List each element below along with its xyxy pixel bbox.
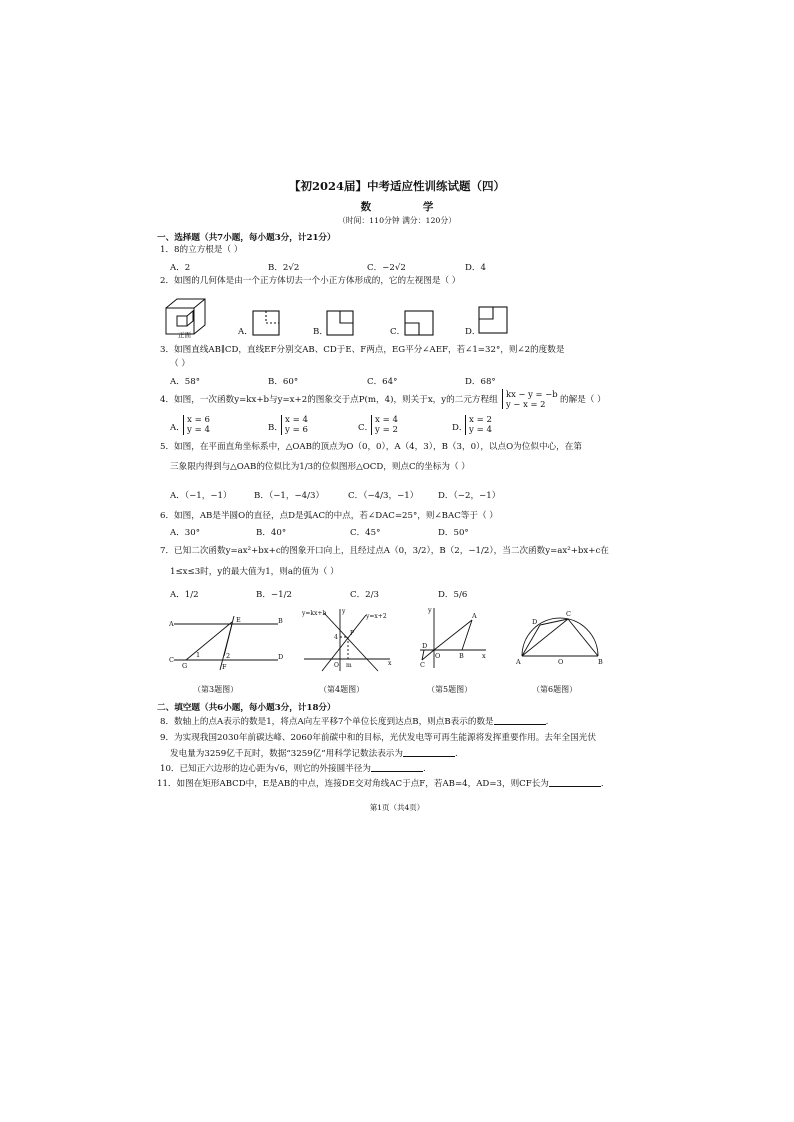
- q3-option-a: A．58°: [170, 377, 201, 387]
- f4-label-o: O: [334, 662, 339, 669]
- question-5-stem-cont: 三象限内得到与△OAB的位似比为1/3的位似图形△OCD，则点C的坐标为（ ）: [170, 462, 470, 472]
- q4-b-line2: y = 6: [285, 425, 308, 435]
- q8-answer-blank[interactable]: [494, 716, 546, 725]
- q2-option-c: C．: [390, 327, 406, 337]
- question-3-stem-cont: （ ）: [170, 359, 190, 369]
- q4-option-b: [281, 415, 308, 435]
- figure-q6: [514, 608, 606, 666]
- q9-end: .: [455, 749, 458, 759]
- q6-option-d: D．50°: [438, 528, 469, 538]
- f3-label-e: E: [236, 616, 241, 624]
- q4-option-a-letter: A．: [170, 423, 185, 433]
- q11-answer-blank[interactable]: [549, 778, 601, 787]
- q9-text: 发电量为3259亿千瓦时，数据“3259亿”用科学记数法表示为: [170, 749, 403, 759]
- q9-answer-blank[interactable]: [403, 748, 455, 757]
- f3-label-f: F: [222, 663, 227, 671]
- q4-option-c: [371, 415, 398, 435]
- q4-a-line1: x = 6: [187, 415, 210, 425]
- q6-option-c: C．45°: [350, 528, 381, 538]
- q11-text: 11．如图在矩形ABCD中，E是AB的中点，连接DE交对角线AC于点F，若AB=4，AD=3，则CF长为: [157, 779, 549, 789]
- q1-option-a: A．2: [170, 263, 191, 273]
- q5-option-c: C．（−4/3，−1）: [348, 491, 419, 501]
- q4-a-line2: y = 4: [187, 425, 210, 435]
- f5-label-x: x: [482, 652, 486, 660]
- f3-label-c: C: [169, 656, 174, 664]
- question-11: [157, 778, 604, 790]
- f5-label-b: B: [459, 652, 464, 660]
- question-10: [160, 763, 426, 775]
- q2-option-a: A．: [238, 327, 253, 337]
- subject-title: 数 学: [360, 201, 458, 213]
- q7-option-c: C．2/3: [350, 590, 379, 600]
- section-heading-fill: 二、填空题（共6小题，每小题3分，计18分）: [157, 703, 336, 713]
- figure-q3: [168, 612, 284, 672]
- q5-option-b: B．（−1，−4/3）: [254, 491, 325, 501]
- q2-option-d: D．: [465, 327, 481, 337]
- f4-label-x: x: [388, 660, 392, 667]
- exam-meta: （时间：110分钟 满分：120分）: [337, 216, 456, 225]
- f4-label-y: y: [342, 608, 346, 615]
- question-2-stem: 2．如图的几何体是由一个正方体切去一个小正方体形成的，它的左视图是（ ）: [160, 276, 461, 286]
- q4-c-line2: y = 2: [375, 425, 398, 435]
- q2-option-b: B．: [313, 327, 328, 337]
- question-4-stem-end: 的解是（ ）: [560, 395, 606, 405]
- q4-equation-2: y − x = 2: [506, 399, 546, 409]
- question-9-line1: 9．为实现我国2030年前碳达峰、2060年前碳中和的目标，光伏发电等可再生能源将发挥重要作用。去年全国光伏: [160, 733, 596, 743]
- f4-label-4: 4: [334, 634, 338, 641]
- f3-label-g: G: [182, 662, 188, 670]
- f4-label-p: P: [350, 630, 355, 637]
- q6-option-b: B．40°: [256, 528, 287, 538]
- caption-fig-4: （第4题图）: [319, 685, 365, 694]
- q8-text: 8．数轴上的点A表示的数是1，将点A向左平移7个单位长度到达点B，则点B表示的数是: [160, 717, 494, 727]
- question-3-stem: 3．如图直线AB∥CD，直线EF分别交AB、CD于E、F两点，EG平分∠AEF，若∠1=32°，则∠2的度数是: [160, 345, 565, 355]
- q4-equation-system: [502, 389, 558, 409]
- q2-option-a-figure: [252, 310, 280, 336]
- question-7-stem-cont: 1≤x≤3时，y的最大值为1，则a的值为（ ）: [170, 567, 339, 577]
- caption-fig-6: （第6题图）: [532, 685, 578, 694]
- q11-end: .: [600, 779, 604, 789]
- question-1-stem: 1．8的立方根是（ ）: [160, 245, 243, 255]
- question-6-stem: 6．如图，AB是半圆O的直径，点D是弧AC的中点，若∠DAC=25°，则∠BAC等于（ ）: [160, 511, 498, 521]
- f6-label-c: C: [566, 610, 571, 618]
- f3-label-d: D: [278, 653, 284, 661]
- figure-q4: [300, 607, 396, 673]
- f5-label-y: y: [428, 606, 432, 614]
- q7-option-b: B．−1/2: [256, 590, 292, 600]
- q4-option-d: [465, 415, 492, 435]
- caption-fig-3: （第3题图）: [193, 685, 239, 694]
- q4-equation-1: kx − y = −b: [506, 389, 558, 399]
- q7-option-d: D．5/6: [438, 590, 468, 600]
- question-9-line2: [170, 748, 458, 760]
- q4-b-line1: x = 4: [285, 415, 308, 425]
- q1-option-d: D．4: [465, 263, 486, 273]
- question-4-stem: 4．如图，一次函数y=kx+b与y=x+2的图象交于点P(m，4)，则关于x，y的二元方程组: [160, 395, 498, 405]
- q3-option-c: C．64°: [367, 377, 398, 387]
- q3-option-d: D．68°: [465, 377, 496, 387]
- q2-option-b-figure: [326, 310, 354, 336]
- q2-option-c-figure: [404, 310, 434, 336]
- q6-option-a: A．30°: [170, 528, 201, 538]
- question-5-stem: 5．如图，在平面直角坐标系中，△OAB的顶点为O（0，0），A（4，3），B（3，0），以点O为位似中心，在第: [160, 442, 582, 452]
- q4-option-d-letter: D．: [452, 423, 468, 433]
- f5-label-a: A: [472, 612, 477, 620]
- f6-label-o: O: [558, 658, 564, 666]
- f4-label-m: m: [346, 662, 352, 669]
- f6-label-d: D: [532, 618, 538, 626]
- q7-option-a: A．1/2: [170, 590, 199, 600]
- q4-d-line2: y = 4: [469, 425, 492, 435]
- exam-title: 【初2024届】中考适应性训练试题（四）: [288, 179, 505, 193]
- f4-label-kxb: y=kx+b: [302, 610, 327, 617]
- f5-label-c: C: [420, 661, 425, 669]
- f3-label-b: B: [278, 617, 283, 625]
- f6-label-b: B: [598, 658, 603, 666]
- f5-label-o: O: [435, 652, 441, 660]
- f5-label-d: D: [422, 642, 428, 650]
- page-footer: 第1页（共4页）: [369, 803, 425, 812]
- section-heading-choice: 一、选择题（共7小题，每小题3分，计21分）: [157, 233, 336, 243]
- q10-answer-blank[interactable]: [371, 763, 423, 772]
- figure-q5: [416, 604, 492, 670]
- q4-option-c-letter: C．: [358, 423, 374, 433]
- f3-label-a: A: [169, 620, 174, 628]
- question-7-stem: 7．已知二次函数y=ax²+bx+c的图象开口向上，且经过点A（0，3/2），B（2，−1/2），当二次函数y=ax²+bx+c在: [160, 546, 609, 556]
- q1-option-b: B．2√2: [268, 263, 300, 273]
- f6-label-a: A: [516, 658, 521, 666]
- q4-option-b-letter: B．: [268, 423, 283, 433]
- f4-label-x2: y=x+2: [366, 613, 387, 620]
- question-8: [160, 716, 548, 728]
- q4-option-a: [183, 415, 210, 435]
- q2-front-label: 正面: [178, 331, 191, 339]
- q10-text: 10．已知正六边形的边心距为√6，则它的外接圆半径为: [160, 764, 371, 774]
- q4-d-line1: x = 2: [469, 415, 492, 425]
- q8-end: .: [545, 717, 549, 727]
- caption-fig-5: （第5题图）: [427, 685, 473, 694]
- q1-option-c: C．−2√2: [367, 263, 406, 273]
- f3-label-1: 1: [196, 651, 201, 659]
- q5-option-a: A．（−1，−1）: [170, 491, 232, 501]
- f3-label-2: 2: [226, 652, 231, 660]
- q10-end: .: [422, 764, 426, 774]
- q3-option-b: B．60°: [268, 377, 299, 387]
- q2-option-d-figure: [478, 306, 508, 334]
- q5-option-d: D．（−2，−1）: [438, 491, 501, 501]
- q4-c-line1: x = 4: [375, 415, 398, 425]
